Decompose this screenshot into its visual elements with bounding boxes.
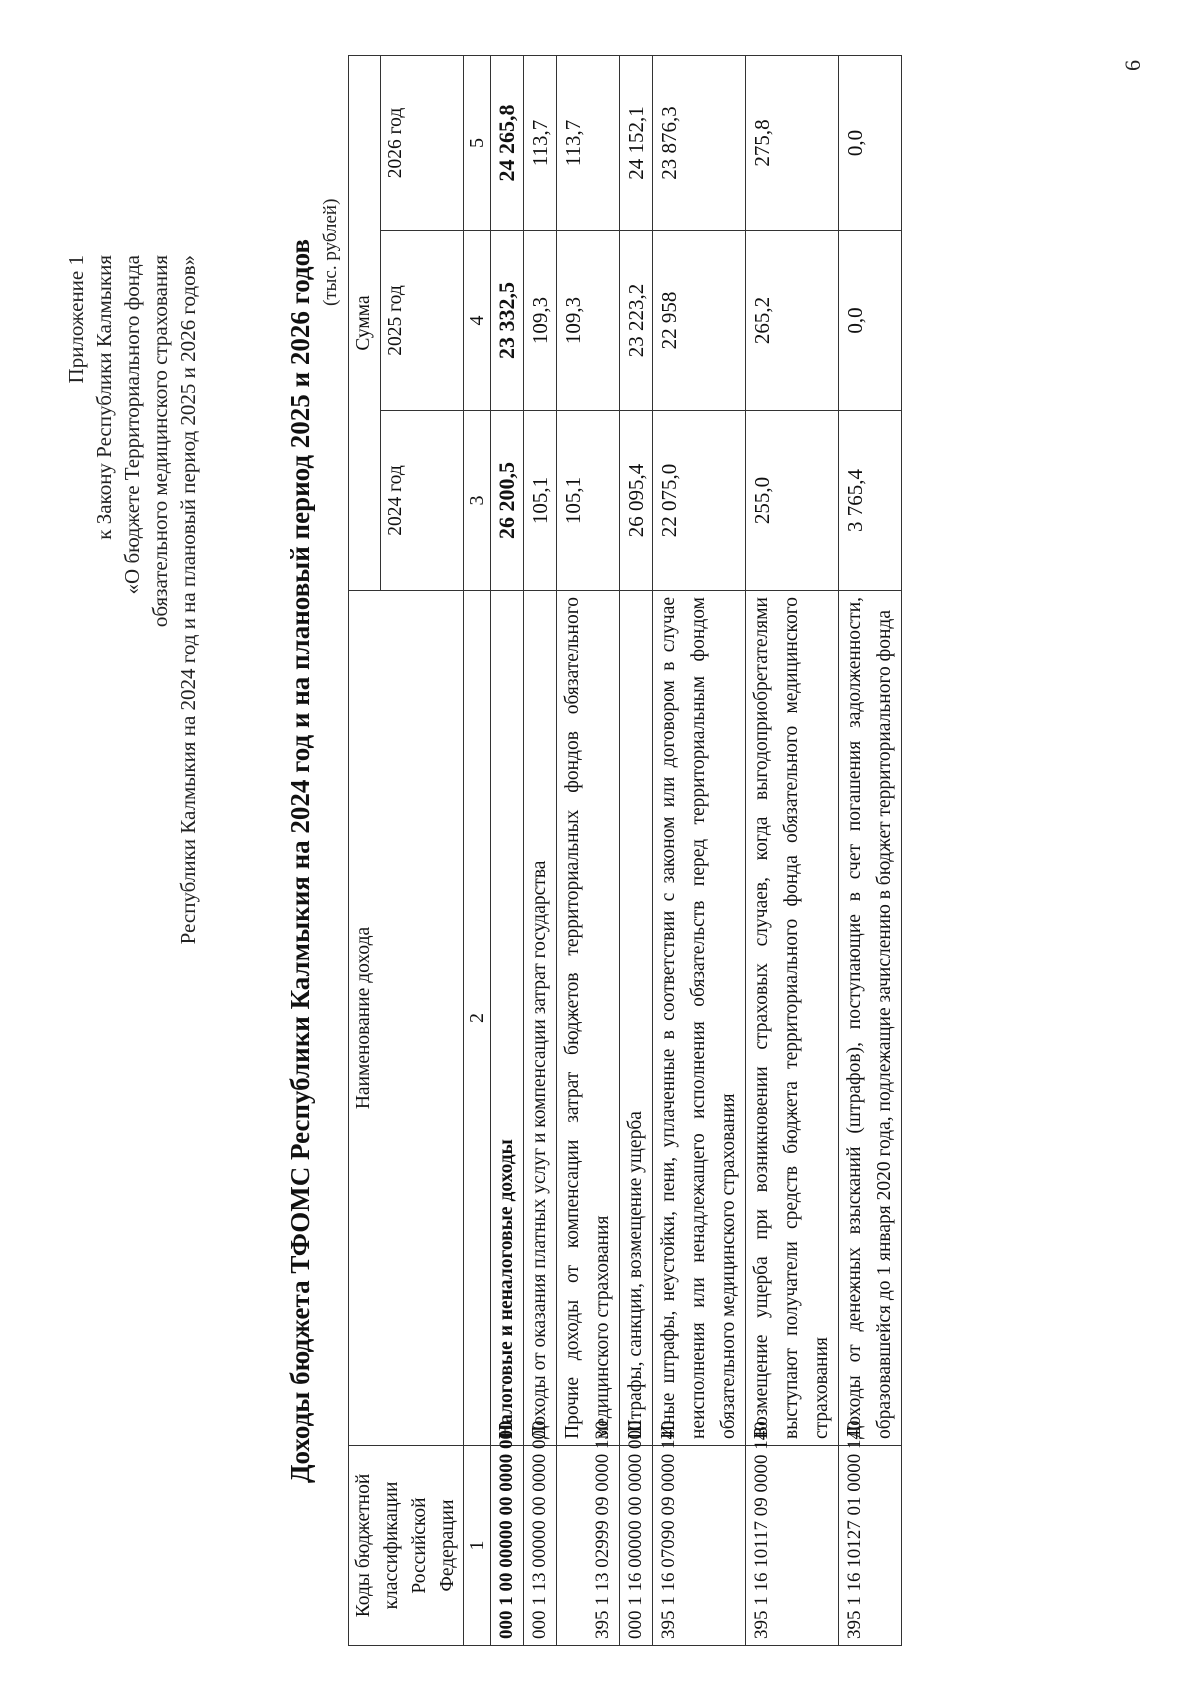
column-number: 1 <box>464 1446 491 1646</box>
appendix-line: к Закону Республики Калмыкия <box>92 255 116 540</box>
appendix-line: обязательного медицинского страхования <box>148 255 172 628</box>
amount-2025: 109,3 <box>524 231 557 411</box>
sum-header: Сумма <box>349 55 381 590</box>
income-name: Штрафы, санкции, возмещение ущерба <box>620 591 653 1446</box>
budget-code: 000 1 00 00000 00 0000 000 <box>491 1446 524 1646</box>
code-column-header: Коды бюджетной классификации Российской Федерации <box>349 1446 464 1646</box>
budget-code: 395 1 16 10127 01 0000 140 <box>839 1446 902 1646</box>
appendix-line: Республики Калмыкия на 2024 год и на плановый период 2025 и 2026 годов» <box>176 255 200 945</box>
income-table <box>348 55 902 1646</box>
column-number: 3 <box>464 411 491 591</box>
amount-2024: 22 075,0 <box>653 411 746 591</box>
amount-2026: 0,0 <box>839 55 902 230</box>
appendix-line: «О бюджете Территориального фонда <box>120 255 144 595</box>
amount-2025: 22 958 <box>653 231 746 411</box>
budget-code: 395 1 16 10117 09 0000 140 <box>746 1446 839 1646</box>
year-header: 2024 год <box>381 411 464 591</box>
income-name: Иные штрафы, неустойки, пени, уплаченные в соответствии с законом или договором в случае неисполнения или ненадлежащего исполнения обязательств перед территориальным фондом обязательного медицинского страхования <box>653 591 746 1446</box>
amount-2026: 24 265,8 <box>491 55 524 230</box>
amount-2026: 113,7 <box>524 55 557 230</box>
amount-2025: 265,2 <box>746 231 839 411</box>
amount-2026: 24 152,1 <box>620 55 653 230</box>
income-name: Налоговые и неналоговые доходы <box>491 591 524 1446</box>
budget-code: 000 1 16 00000 00 0000 000 <box>620 1446 653 1646</box>
amount-2025: 23 223,2 <box>620 231 653 411</box>
income-name: Возмещение ущерба при возникновении страховых случаев, когда выгодоприобретателями выступают получатели средств бюджета территориального фонда обязательного медицинского страхования <box>746 591 839 1446</box>
document-title: Доходы бюджета ТФОМС Республики Калмыкия на 2024 год и на плановый период 2025 и 2026 годов <box>285 239 315 1484</box>
amount-2024: 3 765,4 <box>839 411 902 591</box>
table-row <box>653 55 746 1645</box>
table-row <box>839 55 902 1645</box>
table-row <box>746 55 839 1645</box>
amount-2024: 105,1 <box>557 411 620 591</box>
amount-2026: 113,7 <box>557 55 620 230</box>
column-number-row <box>464 55 491 1645</box>
year-header: 2026 год <box>381 55 464 230</box>
income-name: Доходы от оказания платных услуг и компенсации затрат государства <box>524 591 557 1446</box>
table-row <box>524 55 557 1645</box>
appendix-line: Приложение 1 <box>64 255 88 384</box>
year-header: 2025 год <box>381 231 464 411</box>
amount-2025: 0,0 <box>839 231 902 411</box>
amount-2026: 23 876,3 <box>653 55 746 230</box>
amount-2026: 275,8 <box>746 55 839 230</box>
appendix-block <box>62 255 202 944</box>
income-name: Прочие доходы от компенсации затрат бюджетов территориальных фондов обязательного медицинского страхования <box>557 591 620 1446</box>
amount-2025: 109,3 <box>557 231 620 411</box>
header-row <box>349 55 381 1645</box>
amount-2024: 105,1 <box>524 411 557 591</box>
column-number: 4 <box>464 231 491 411</box>
amount-2025: 23 332,5 <box>491 231 524 411</box>
units-label: (тыс. рублей) <box>320 198 341 306</box>
amount-2024: 255,0 <box>746 411 839 591</box>
amount-2024: 26 095,4 <box>620 411 653 591</box>
table-row <box>557 55 620 1645</box>
budget-code: 000 1 13 00000 00 0000 000 <box>524 1446 557 1646</box>
column-number: 2 <box>464 591 491 1446</box>
budget-code: 395 1 13 02999 09 0000 130 <box>557 1446 620 1646</box>
column-number: 5 <box>464 55 491 230</box>
name-column-header: Наименование дохода <box>349 591 464 1446</box>
page-number: 6 <box>1120 60 1145 71</box>
table-row <box>620 55 653 1645</box>
amount-2024: 26 200,5 <box>491 411 524 591</box>
table-row <box>491 55 524 1645</box>
budget-code: 395 1 16 07090 09 0000 140 <box>653 1446 746 1646</box>
income-name: Доходы от денежных взысканий (штрафов), поступающие в счет погашения задолженности, образовавшейся до 1 января 2020 года, подлежащие зачислению в бюджет территориального фонда <box>839 591 902 1446</box>
